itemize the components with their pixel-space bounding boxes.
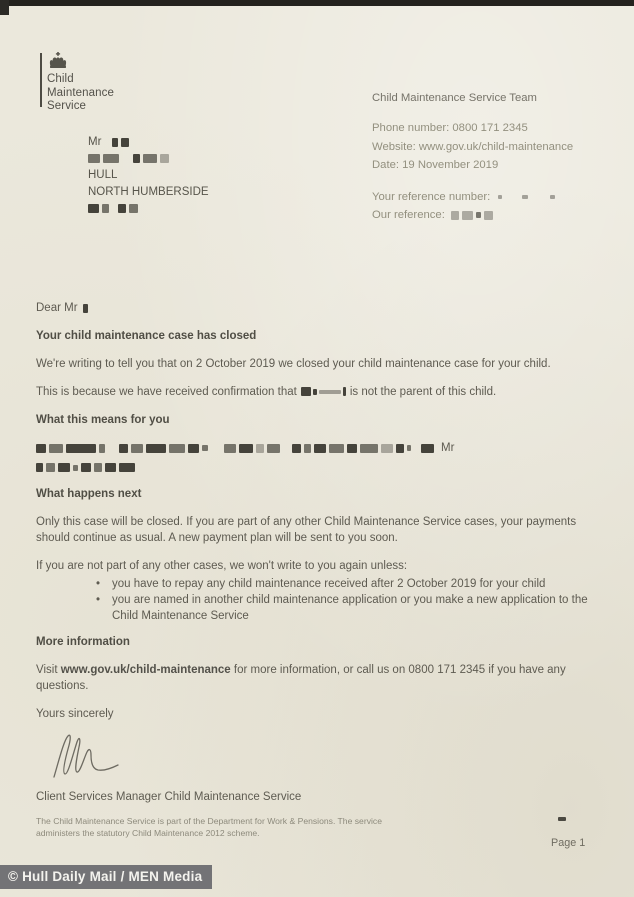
para-visit-suffix: for more information, or call us on 0800 171 2345 if you have any questions.	[36, 664, 566, 692]
page-number: Page 1	[551, 837, 586, 849]
heading-what-happens-next: What happens next	[36, 488, 142, 500]
para-writing: We're writing to tell you that on 2 October 2019 we closed your child maintenance case for your child.	[36, 358, 551, 370]
signature-handwriting	[50, 730, 608, 787]
website-line: Website: www.gov.uk/child-maintenance	[372, 140, 574, 153]
scan-artifact-dash	[558, 817, 566, 821]
redaction-recipient-name	[112, 138, 129, 147]
recipient-street-line	[88, 151, 209, 168]
redaction-recipient-street	[88, 154, 169, 163]
recipient-county: NORTH HUMBERSIDE	[88, 185, 209, 198]
photo-credit-watermark: © Hull Daily Mail / MEN Media	[0, 865, 212, 889]
salutation	[36, 300, 608, 316]
redaction-your-ref	[498, 195, 555, 199]
bullet-item: • you have to repay any child maintenance received after 2 October 2019 for your child	[36, 576, 608, 592]
para-because	[36, 384, 608, 400]
redaction-parent-name	[301, 387, 346, 396]
para-visit	[36, 662, 608, 694]
para-because-suffix: is not the parent of this child.	[349, 386, 497, 398]
heading-case-closed: Your child maintenance case has closed	[36, 330, 257, 342]
redacted-para-trailing-text: Mr	[441, 442, 455, 454]
brand-line1: Child Maintenance	[47, 73, 114, 99]
signoff-role: Client Services Manager Child Maintenance Service	[36, 791, 302, 803]
redacted-paragraph	[36, 440, 608, 472]
redaction-salutation-name	[83, 304, 88, 313]
salutation-text: Dear Mr	[36, 302, 78, 314]
recipient-postcode-line	[88, 200, 209, 217]
your-reference-label: Your reference number:	[372, 190, 491, 203]
letter-body	[36, 300, 608, 817]
logo-vertical-bar	[40, 53, 42, 107]
redaction-line-1	[36, 440, 608, 456]
redaction-our-ref	[451, 211, 493, 220]
heading-more-information: More information	[36, 636, 130, 648]
para-visit-prefix: Visit	[36, 664, 58, 676]
contact-block	[372, 92, 573, 225]
footer-disclaimer: The Child Maintenance Service is part of the Department for Work & Pensions. The service administers the statutory Child Maintenance 2012 scheme.	[36, 816, 382, 838]
scan-edge-top	[0, 0, 634, 6]
recipient-title: Mr	[88, 136, 102, 148]
para-only-case: Only this case will be closed. If you are part of any other Child Maintenance Service cases, your payments should continue as usual. A new payment plan will be sent to you soon.	[36, 516, 577, 544]
redaction-line-2	[36, 463, 608, 472]
website-bold-text: www.gov.uk/child-maintenance	[60, 664, 231, 676]
date-line: Date: 19 November 2019	[372, 159, 499, 171]
recipient-address	[88, 134, 209, 217]
your-reference-line	[372, 188, 573, 207]
para-because-prefix: This is because we have received confirmation that	[36, 386, 297, 398]
our-reference-label: Our reference:	[372, 209, 445, 221]
scan-edge-corner	[0, 0, 9, 15]
bullet-list	[36, 576, 608, 624]
para-unless: If you are not part of any other cases, we won't write to you again unless:	[36, 560, 408, 572]
recipient-city: HULL	[88, 169, 118, 181]
crown-icon	[47, 52, 69, 75]
brand-line2: Service	[47, 100, 87, 112]
phone-line: Phone number: 0800 171 2345	[372, 122, 528, 134]
heading-what-this-means: What this means for you	[36, 414, 170, 426]
team-name: Child Maintenance Service Team	[372, 92, 537, 104]
closing: Yours sincerely	[36, 708, 114, 720]
our-reference-line	[372, 206, 573, 225]
recipient-name-line	[88, 134, 209, 151]
bullet-item: • you are named in another child maintenance application or you make a new application to the Child Maintenance Service	[36, 592, 608, 624]
brand-name	[47, 73, 114, 114]
redaction-recipient-postcode	[88, 204, 138, 213]
